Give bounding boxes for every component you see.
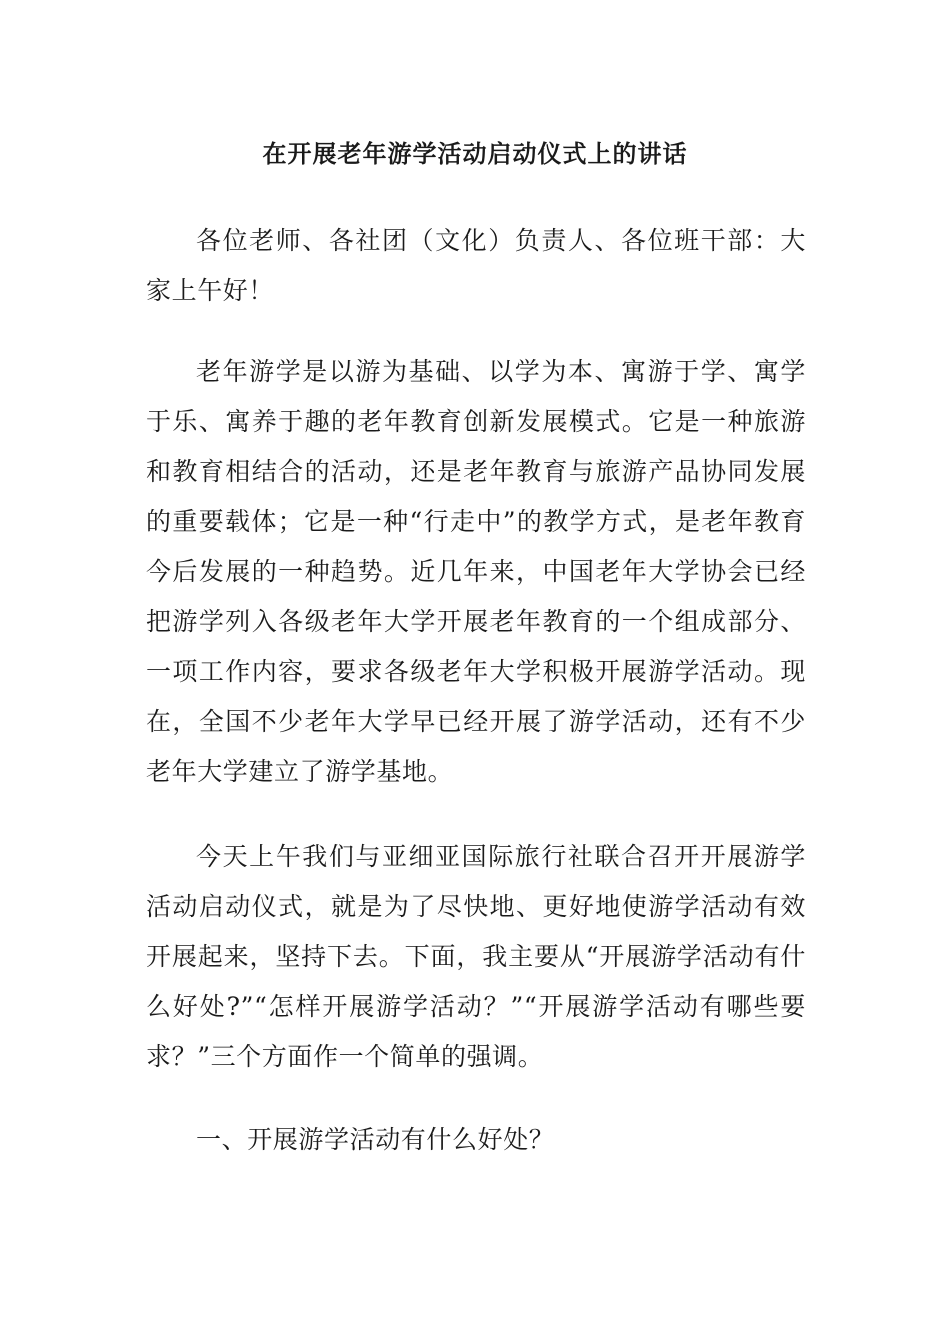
paragraph-intro: 老年游学是以游为基础、以学为本、寓游于学、寓学于乐、寓养于趣的老年教育创新发展模式。它是一种旅游和教育相结合的活动，还是老年教育与旅游产品协同发展的重要载体；它是一种“行走中”的教学方式，是老年教育今后发展的一种趋势。近几年来，中国老年大学协会已经把游学列入各级老年大学开展老年教育的一个组成部分、一项工作内容，要求各级老年大学积极开展游学活动。现在，全国不少老年大学早已经开展了游学活动，还有不少老年大学建立了游学基地。 (146, 357, 806, 786)
document-title: 在开展老年游学活动启动仪式上的讲话 (262, 139, 688, 168)
section-heading-1: 一、开展游学活动有什么好处？ (196, 1125, 555, 1154)
paragraph-greeting: 各位老师、各社团（文化）负责人、各位班干部：大家上午好！ (146, 226, 806, 305)
paragraph-purpose: 今天上午我们与亚细亚国际旅行社联合召开开展游学活动启动仪式，就是为了尽快地、更好地使游学活动有效开展起来，坚持下去。下面，我主要从“开展游学活动有什么好处?”“怎样开展游学活动？”“开展游学活动有哪些要求？”三个方面作一个简单的强调。 (146, 842, 806, 1071)
